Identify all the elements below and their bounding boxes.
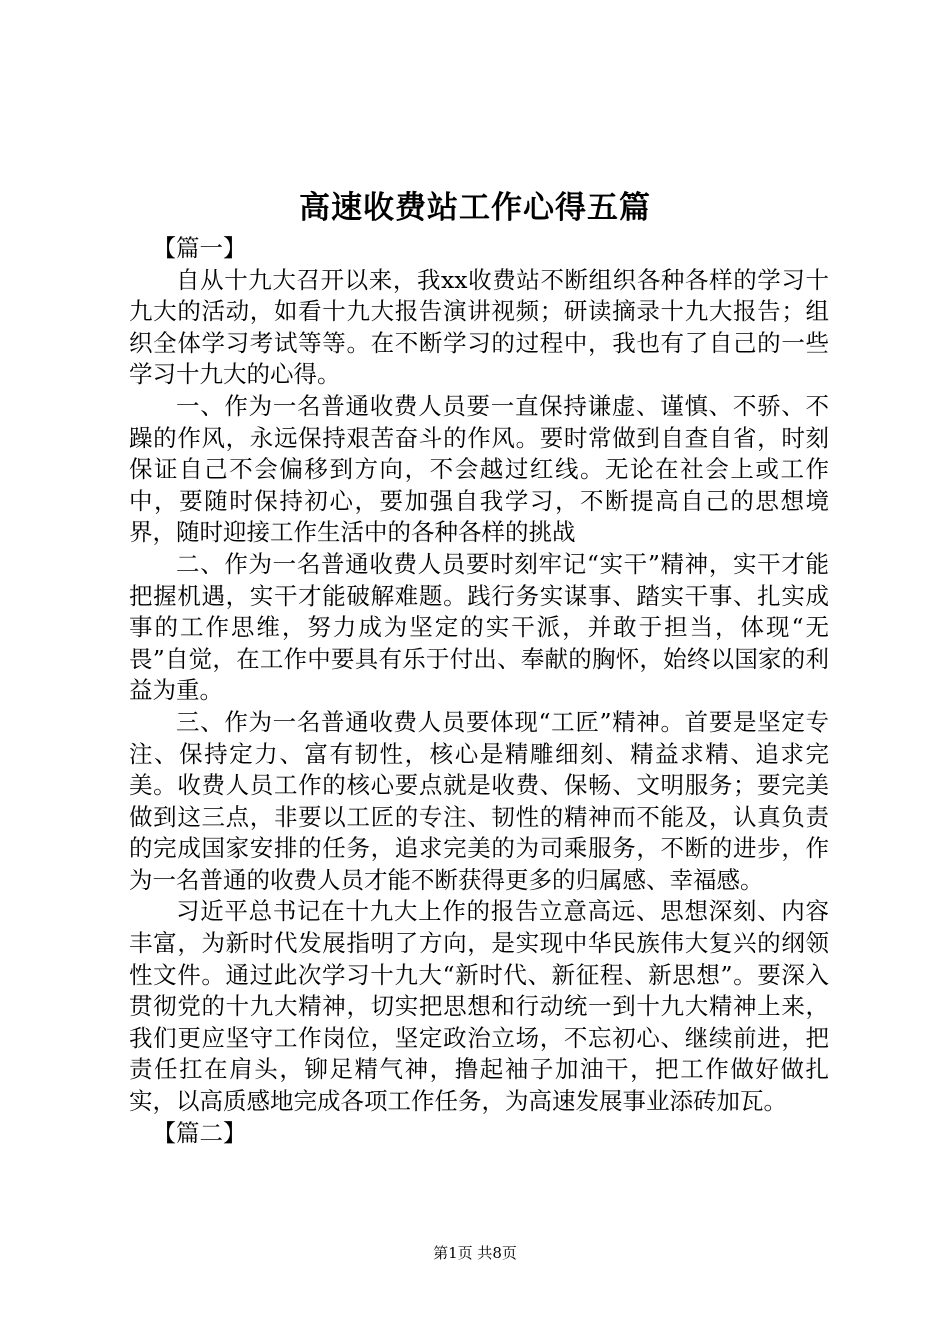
document-title: 高速收费站工作心得五篇 (299, 190, 651, 226)
paragraph-intro: 自从十九大召开以来，我xx收费站不断组织各种各样的学习十九大的活动，如看十九大报告演讲视频；研读摘录十九大报告；组织全体学习考试等等。在不断学习的过程中，我也有了自己的一些学习十九大的心得。 (129, 265, 829, 389)
section-heading-1: 【篇一】 (152, 234, 247, 262)
paragraph-point-2: 二、作为一名普通收费人员要时刻牢记“实干”精神，实干才能把握机遇，实干才能破解难题。践行务实谋事、踏实干事、扎实成事的工作思维，努力成为坚定的实干派，并敢于担当，体现“无畏”自觉，在工作中要具有乐于付出、奉献的胸怀，始终以国家的利益为重。 (129, 549, 829, 705)
paragraph-conclusion: 习近平总书记在十九大上作的报告立意高远、思想深刻、内容丰富，为新时代发展指明了方向，是实现中华民族伟大复兴的纲领性文件。通过此次学习十九大“新时代、新征程、新思想”。要深入贯彻党的十九大精神，切实把思想和行动统一到十九大精神上来，我们更应坚守工作岗位，坚定政治立场，不忘初心、继续前进，把责任扛在肩头，铆足精气神，撸起袖子加油干，把工作做好做扎实，以高质感地完成各项工作任务，为高速发展事业添砖加瓦。 (129, 897, 829, 1116)
paragraph-point-1: 一、作为一名普通收费人员要一直保持谦虚、谨慎、不骄、不躁的作风，永远保持艰苦奋斗的作风。要时常做到自查自省，时刻保证自己不会偏移到方向，不会越过红线。无论在社会上或工作中，要随时保持初心，要加强自我学习，不断提高自己的思想境界，随时迎接工作生活中的各种各样的挑战 (129, 391, 829, 547)
section-heading-2: 【篇二】 (152, 1118, 247, 1147)
document-body (129, 233, 829, 1149)
paragraph-point-3: 三、作为一名普通收费人员要体现“工匠”精神。首要是坚定专注、保持定力、富有韧性，核心是精雕细刻、精益求精、追求完美。收费人员工作的核心要点就是收费、保畅、文明服务；要完美做到这三点，非要以工匠的专注、韧性的精神而不能及，认真负责的完成国家安排的任务，追求完美的为司乘服务，不断的进步，作为一名普通的收费人员才能不断获得更多的归属感、幸福感。 (129, 707, 829, 894)
page-footer: 第1页 共8页 (433, 1244, 517, 1262)
